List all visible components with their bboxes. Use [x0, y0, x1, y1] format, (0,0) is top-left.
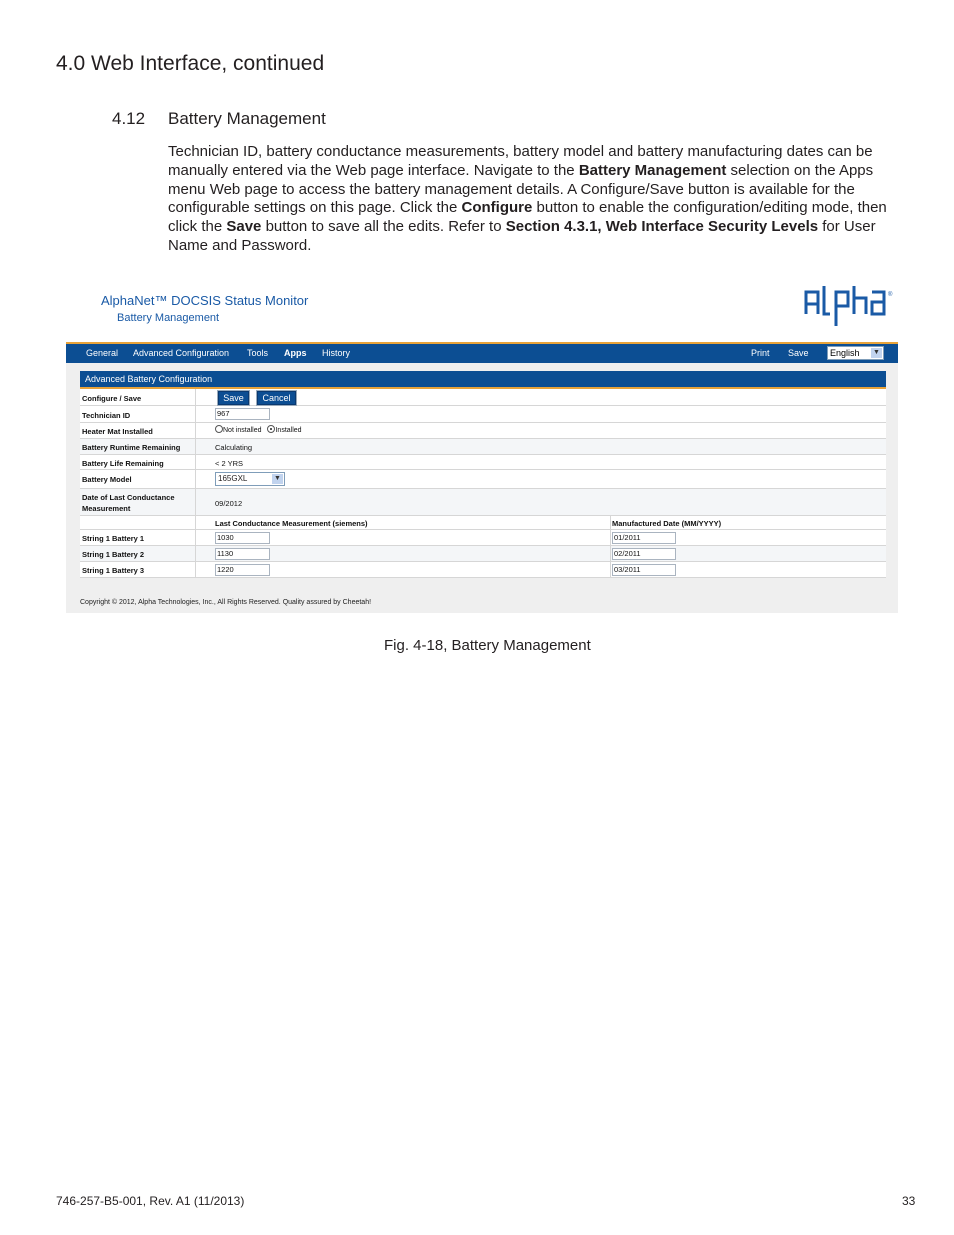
para-text: selection on the Apps menu Web page to access the battery management details. A Configure/Save button is available for the configurable settings on this page. Click the: [168, 161, 874, 217]
para-text: button to save all the edits. Refer to: [261, 218, 506, 236]
chevron-down-icon: ▼: [871, 348, 882, 358]
manufactured-date-input[interactable]: 03/2011: [612, 564, 676, 576]
heater-mat-label: Heater Mat Installed: [82, 427, 153, 436]
para-bold: Configure: [461, 199, 533, 217]
page-number: 33: [902, 1194, 916, 1208]
runtime-value: Calculating: [215, 443, 253, 452]
table-row: [80, 546, 886, 562]
table-row: [80, 389, 886, 406]
last-conductance-date-label: Date of Last Conductance Measurement: [82, 493, 175, 513]
table-row: [80, 470, 886, 489]
nav-history[interactable]: History: [322, 348, 351, 358]
para-bold: Section 4.3.1, Web Interface Security Levels: [505, 218, 819, 236]
para-text: button to enable the configuration/editing mode, then click the: [168, 199, 887, 236]
panel-title: Advanced Battery Configuration: [80, 371, 886, 389]
conductance-input[interactable]: 1130: [215, 548, 270, 560]
nav-save[interactable]: Save: [788, 348, 809, 358]
figure-screenshot: [66, 282, 898, 613]
battery-label: String 1 Battery 3: [82, 566, 145, 575]
subsection-label: Battery Management: [168, 109, 326, 128]
document-number: 746-257-B5-001, Rev. A1 (11/2013): [56, 1194, 245, 1208]
radio-label: Installed: [275, 427, 302, 434]
manufactured-date-input[interactable]: 02/2011: [612, 548, 676, 560]
para-text: for User Name and Password.: [168, 218, 876, 254]
runtime-label: Battery Runtime Remaining: [82, 443, 181, 452]
conductance-input[interactable]: 1030: [215, 532, 270, 544]
language-value: English: [830, 348, 860, 358]
table-row: [80, 439, 886, 455]
para-bold: Save: [226, 218, 262, 236]
nav-tools[interactable]: Tools: [247, 348, 269, 358]
radio-not-installed[interactable]: [215, 425, 223, 433]
configure-save-label: Configure / Save: [82, 394, 142, 403]
last-conductance-date-value: 09/2012: [215, 499, 243, 508]
para-bold: Battery Management: [578, 161, 727, 179]
copyright-text: Copyright © 2012, Alpha Technologies, Inc., All Rights Reserved. Quality assured by Cheetah!: [80, 599, 372, 606]
table-row: [80, 530, 886, 546]
technician-id-label: Technician ID: [82, 411, 131, 420]
table-row: [80, 423, 886, 439]
radio-label: Not installed: [223, 427, 262, 434]
app-title: AlphaNet™ DOCSIS Status Monitor: [101, 293, 309, 308]
registered-mark: ®: [888, 292, 893, 298]
table-row: [80, 489, 886, 516]
manufactured-date-input[interactable]: 01/2011: [612, 532, 676, 544]
life-remaining-value: < 2 YRS: [215, 459, 244, 468]
nav-bar: [66, 342, 898, 363]
technician-id-input[interactable]: 967: [215, 408, 270, 420]
battery-label: String 1 Battery 1: [82, 534, 145, 543]
nav-print[interactable]: Print: [751, 348, 770, 358]
alpha-logo-icon: [804, 284, 892, 328]
battery-model-select[interactable]: [215, 472, 285, 486]
table-row: [80, 562, 886, 578]
body-paragraph: [168, 143, 892, 256]
battery-label: String 1 Battery 2: [82, 550, 145, 559]
table-row: [80, 516, 886, 530]
save-button[interactable]: Save: [218, 391, 249, 405]
battery-model-value: 165GXL: [218, 474, 248, 483]
figure-caption: Fig. 4-18, Battery Management: [384, 637, 591, 654]
subsection-number: 4.12: [112, 109, 146, 128]
battery-model-label: Battery Model: [82, 475, 132, 484]
content-area: [66, 363, 898, 613]
app-subtitle: Battery Management: [117, 312, 220, 324]
manufactured-date-column-header: Manufactured Date (MM/YYYY): [612, 519, 722, 528]
table-row: [80, 406, 886, 423]
nav-general[interactable]: General: [86, 348, 119, 358]
conductance-input[interactable]: 1220: [215, 564, 270, 576]
para-text: Technician ID, battery conductance measurements, battery model and battery manufacturing dates can be manually entered via the Web page interface. Navigate to the: [168, 143, 873, 179]
chevron-down-icon: ▼: [272, 474, 283, 484]
cancel-button[interactable]: Cancel: [257, 391, 296, 405]
table-row: [80, 455, 886, 470]
subsection-title: [112, 109, 326, 129]
language-select[interactable]: [827, 346, 884, 360]
heater-options: [215, 425, 302, 434]
nav-apps[interactable]: Apps: [284, 348, 307, 358]
nav-advanced-configuration[interactable]: Advanced Configuration: [133, 348, 230, 358]
conductance-column-header: Last Conductance Measurement (siemens): [215, 519, 368, 528]
config-table: [80, 389, 886, 578]
section-title: 4.0 Web Interface, continued: [56, 52, 325, 75]
life-remaining-label: Battery Life Remaining: [82, 459, 164, 468]
